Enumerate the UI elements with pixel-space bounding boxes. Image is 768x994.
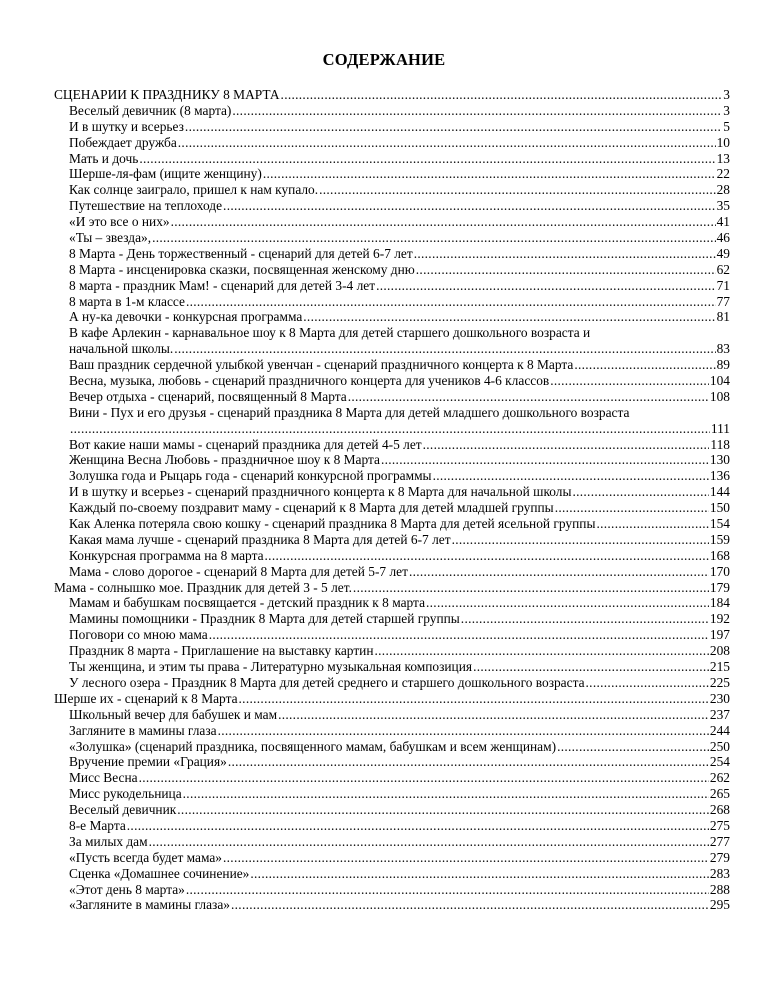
toc-entry-page: 170 bbox=[709, 563, 730, 579]
toc-entry[interactable] bbox=[54, 262, 730, 278]
dot-leader bbox=[409, 564, 709, 580]
toc-entry[interactable] bbox=[54, 707, 730, 723]
toc-entry[interactable] bbox=[54, 278, 730, 294]
toc-entry[interactable] bbox=[54, 548, 730, 564]
toc-entry-page: 35 bbox=[716, 198, 730, 214]
toc-entry-title: Ваш праздник сердечной улыбкой увенчан - сценарий праздничного концерта к 8 Марта bbox=[69, 357, 574, 373]
dot-leader bbox=[178, 135, 716, 151]
toc-entry[interactable] bbox=[54, 580, 730, 596]
dot-leader bbox=[461, 611, 709, 627]
dot-leader bbox=[473, 659, 709, 675]
toc-entry-page: 197 bbox=[709, 627, 730, 643]
dot-leader bbox=[177, 802, 709, 818]
toc-entry-title: Мама - солнышко мое. Праздник для детей 3 - 5 лет. bbox=[54, 579, 352, 595]
toc-entry-page: 77 bbox=[716, 293, 730, 309]
toc-entry-title: «И это все о них» bbox=[69, 214, 170, 230]
dot-leader bbox=[596, 516, 708, 532]
toc-entry[interactable] bbox=[54, 421, 730, 437]
toc-entry-title: 8 марта - праздник Мам! - сценарий для детей 3-4 лет bbox=[69, 277, 376, 293]
toc-entry-page: 237 bbox=[709, 706, 730, 722]
toc-entry-page: 118 bbox=[710, 436, 730, 452]
dot-leader bbox=[263, 166, 716, 182]
toc-entry-page: 225 bbox=[709, 674, 730, 690]
toc-entry-title: Вини - Пух и его друзья - сценарий праздника 8 Марта для детей младшего дошкольного возраста bbox=[69, 404, 630, 420]
dot-leader bbox=[586, 675, 709, 691]
toc-entry[interactable] bbox=[54, 643, 730, 659]
toc-entry-title: Вручение премии «Грация» bbox=[69, 754, 227, 770]
toc-entry-page: 5 bbox=[723, 118, 730, 134]
toc-entry-title: Шерше-ля-фам (ищите женщину) bbox=[69, 166, 262, 182]
toc-entry[interactable] bbox=[54, 214, 730, 230]
table-of-contents bbox=[54, 87, 730, 913]
dot-leader bbox=[375, 643, 709, 659]
toc-entry-page: 28 bbox=[716, 182, 730, 198]
toc-entry-page: 254 bbox=[709, 754, 730, 770]
toc-entry[interactable] bbox=[54, 596, 730, 612]
dot-leader bbox=[416, 262, 716, 278]
toc-entry-page: 3 bbox=[723, 86, 730, 102]
toc-entry[interactable] bbox=[54, 373, 730, 389]
toc-entry[interactable] bbox=[54, 103, 730, 119]
dot-leader bbox=[250, 866, 709, 882]
dot-leader bbox=[550, 373, 709, 389]
toc-entry-page: 230 bbox=[709, 690, 730, 706]
dot-leader bbox=[185, 119, 722, 135]
toc-entry-page: 277 bbox=[709, 833, 730, 849]
dot-leader bbox=[232, 103, 722, 119]
toc-entry[interactable] bbox=[54, 500, 730, 516]
toc-entry-page: 275 bbox=[709, 817, 730, 833]
toc-entry[interactable] bbox=[54, 405, 730, 421]
toc-entry-title: «Загляните в мамины глаза» bbox=[69, 897, 230, 913]
toc-entry-title: И в шутку и всерьез - сценарий праздничного концерта к 8 Марта для начальной школы bbox=[69, 484, 572, 500]
toc-entry-page: 154 bbox=[709, 516, 730, 532]
dot-leader bbox=[223, 198, 716, 214]
dot-leader bbox=[139, 151, 715, 167]
dot-leader bbox=[353, 580, 709, 596]
toc-entry-title: Веселый девичник (8 марта) bbox=[69, 102, 232, 118]
toc-entry[interactable] bbox=[54, 294, 730, 310]
toc-entry-title: Мать и дочь bbox=[69, 150, 139, 166]
toc-entry-title: Побеждает дружба bbox=[69, 134, 177, 150]
toc-entry[interactable] bbox=[54, 834, 730, 850]
toc-entry[interactable] bbox=[54, 739, 730, 755]
dot-leader bbox=[426, 595, 709, 611]
toc-entry-page: 179 bbox=[709, 579, 730, 595]
toc-entry-page: 215 bbox=[709, 659, 730, 675]
toc-entry-title: Золушка года и Рыцарь года - сценарий конкурсной программы bbox=[69, 468, 432, 484]
toc-entry-title: Как Аленка потеряла свою кошку - сценарий праздника 8 Марта для детей ясельной группы bbox=[69, 516, 596, 532]
dot-leader bbox=[414, 246, 716, 262]
dot-leader bbox=[209, 627, 709, 643]
toc-entry[interactable] bbox=[54, 675, 730, 691]
toc-entry[interactable] bbox=[54, 151, 730, 167]
toc-entry-page: 130 bbox=[709, 452, 730, 468]
dot-leader bbox=[303, 309, 715, 325]
toc-entry-page: 288 bbox=[709, 881, 730, 897]
dot-leader bbox=[228, 754, 709, 770]
toc-entry[interactable] bbox=[54, 770, 730, 786]
toc-entry-page: 168 bbox=[709, 547, 730, 563]
toc-entry[interactable] bbox=[54, 230, 730, 246]
dot-leader bbox=[127, 818, 709, 834]
dot-leader bbox=[381, 452, 709, 468]
toc-entry[interactable] bbox=[54, 468, 730, 484]
toc-entry[interactable] bbox=[54, 246, 730, 262]
toc-entry-title: Мама - слово дорогое - сценарий 8 Марта для детей 5-7 лет bbox=[69, 563, 408, 579]
toc-entry[interactable] bbox=[54, 802, 730, 818]
dot-leader bbox=[319, 182, 716, 198]
toc-entry-title: Вечер отдыха - сценарий, посвященный 8 Марта bbox=[69, 388, 347, 404]
toc-entry-title: В кафе Арлекин - карнавальное шоу к 8 Марта для детей старшего дошкольного возраста и bbox=[69, 325, 591, 341]
toc-entry[interactable] bbox=[54, 437, 730, 453]
toc-entry[interactable] bbox=[54, 866, 730, 882]
toc-entry-title: Мисс рукодельница bbox=[69, 786, 182, 802]
dot-leader bbox=[183, 786, 709, 802]
toc-entry-page: 208 bbox=[709, 643, 730, 659]
toc-entry-page: 283 bbox=[709, 865, 730, 881]
toc-entry-title: Загляните в мамины глаза bbox=[69, 722, 217, 738]
toc-entry[interactable] bbox=[54, 611, 730, 627]
toc-entry-title: Мамины помощники - Праздник 8 Марта для детей старшей группы bbox=[69, 611, 460, 627]
toc-entry-page: 265 bbox=[709, 786, 730, 802]
toc-entry-page: 104 bbox=[709, 373, 730, 389]
toc-entry-title: Праздник 8 марта - Приглашение на выставку картин bbox=[69, 643, 374, 659]
toc-entry-page: 159 bbox=[709, 531, 730, 547]
toc-entry-page: 244 bbox=[709, 722, 730, 738]
toc-entry-page: 89 bbox=[716, 357, 730, 373]
toc-entry-title: Какая мама лучше - сценарий праздника 8 Марта для детей 6-7 лет bbox=[69, 531, 451, 547]
dot-leader bbox=[452, 532, 709, 548]
dot-leader bbox=[423, 437, 710, 453]
toc-entry[interactable] bbox=[54, 723, 730, 739]
toc-entry[interactable] bbox=[54, 897, 730, 913]
toc-entry-title: 8 марта в 1-м классе bbox=[69, 293, 185, 309]
toc-entry-title: Вот какие наши мамы - сценарий праздника для детей 4-5 лет bbox=[69, 436, 422, 452]
toc-entry-title: «Пусть всегда будет мама» bbox=[69, 849, 222, 865]
toc-entry-page: 81 bbox=[716, 309, 730, 325]
toc-entry-page: 250 bbox=[709, 738, 730, 754]
toc-entry-page: 3 bbox=[723, 102, 730, 118]
toc-entry-title: «Этот день 8 марта» bbox=[69, 881, 185, 897]
dot-leader bbox=[218, 723, 709, 739]
toc-entry-title: Каждый по-своему поздравит маму - сценарий к 8 Марта для детей младшей группы bbox=[69, 500, 554, 516]
toc-entry-title: За милых дам bbox=[69, 833, 148, 849]
page-title: СОДЕРЖАНИЕ bbox=[322, 50, 446, 69]
dot-leader bbox=[376, 278, 716, 294]
toc-entry-title: 8 Марта - инсценировка сказки, посвященная женскому дню bbox=[69, 261, 415, 277]
dot-leader bbox=[281, 87, 723, 103]
dot-leader bbox=[239, 691, 709, 707]
toc-entry-page: 192 bbox=[709, 611, 730, 627]
toc-entry[interactable] bbox=[54, 135, 730, 151]
toc-entry-page: 279 bbox=[709, 849, 730, 865]
toc-entry-page: 262 bbox=[709, 770, 730, 786]
toc-entry[interactable] bbox=[54, 341, 730, 357]
toc-entry[interactable] bbox=[54, 166, 730, 182]
toc-entry[interactable] bbox=[54, 198, 730, 214]
toc-entry[interactable] bbox=[54, 627, 730, 643]
toc-entry[interactable] bbox=[54, 516, 730, 532]
toc-entry-title: «Ты – звезда», bbox=[69, 230, 152, 245]
toc-entry-page: 13 bbox=[716, 150, 730, 166]
dot-leader bbox=[223, 850, 709, 866]
dot-leader bbox=[574, 357, 715, 373]
dot-leader bbox=[555, 500, 709, 516]
toc-entry-title: И в шутку и всерьез bbox=[69, 118, 184, 134]
toc-entry-title: А ну-ка девочки - конкурсная программа bbox=[69, 309, 303, 325]
toc-entry[interactable] bbox=[54, 754, 730, 770]
toc-entry-title: Веселый девичник bbox=[69, 802, 177, 818]
toc-entry[interactable] bbox=[54, 87, 730, 103]
toc-entry-page: 46 bbox=[716, 230, 730, 245]
toc-entry-page: 111 bbox=[710, 420, 730, 436]
toc-entry[interactable] bbox=[54, 119, 730, 135]
toc-entry[interactable] bbox=[54, 564, 730, 580]
dot-leader bbox=[152, 230, 716, 246]
toc-entry-title: Весна, музыка, любовь - сценарий праздничного концерта для учеников 4-6 классов bbox=[69, 373, 550, 389]
toc-entry-title: Как солнце заиграло, пришел к нам купало. bbox=[69, 182, 319, 198]
toc-entry-title: Конкурсная программа на 8 марта bbox=[69, 547, 264, 563]
toc-entry[interactable] bbox=[54, 452, 730, 468]
toc-entry-page: 83 bbox=[716, 341, 730, 357]
toc-entry-title: Женщина Весна Любовь - праздничное шоу к 8 Марта bbox=[69, 452, 380, 468]
toc-entry-title: Ты женщина, и этим ты права - Литературно музыкальная композиция bbox=[69, 659, 473, 675]
dot-leader bbox=[171, 214, 716, 230]
toc-entry-title: «Золушка» (сценарий праздника, посвященного мамам, бабушкам и всем женщинам) bbox=[69, 738, 557, 754]
dot-leader bbox=[70, 421, 710, 437]
toc-entry[interactable] bbox=[54, 325, 730, 341]
toc-entry[interactable] bbox=[54, 532, 730, 548]
toc-entry-title: Мисс Весна bbox=[69, 770, 138, 786]
toc-entry-title: 8 Марта - День торжественный - сценарий для детей 6-7 лет bbox=[69, 245, 413, 261]
toc-entry-title: Путешествие на теплоходе bbox=[69, 198, 223, 214]
toc-entry-title: Поговори со мною мама bbox=[69, 627, 208, 643]
dot-leader bbox=[174, 341, 715, 357]
toc-entry[interactable] bbox=[54, 484, 730, 500]
dot-leader bbox=[557, 739, 709, 755]
toc-entry[interactable] bbox=[54, 357, 730, 373]
toc-entry-page: 41 bbox=[716, 214, 730, 230]
toc-entry-page: 184 bbox=[709, 595, 730, 611]
dot-leader bbox=[186, 294, 716, 310]
toc-entry[interactable] bbox=[54, 309, 730, 325]
toc-entry-page: 62 bbox=[716, 261, 730, 277]
toc-entry[interactable] bbox=[54, 659, 730, 675]
toc-entry-page: 150 bbox=[709, 500, 730, 516]
toc-entry-page: 295 bbox=[709, 897, 730, 913]
toc-entry[interactable] bbox=[54, 691, 730, 707]
toc-entry-page: 22 bbox=[716, 166, 730, 182]
toc-entry-title: Сценка «Домашнее сочинение» bbox=[69, 865, 250, 881]
toc-entry[interactable] bbox=[54, 882, 730, 898]
toc-entry-title: У лесного озера - Праздник 8 Марта для детей среднего и старшего дошкольного возраста bbox=[69, 674, 585, 690]
dot-leader bbox=[348, 389, 709, 405]
dot-leader bbox=[149, 834, 709, 850]
toc-entry-title: СЦЕНАРИИ К ПРАЗДНИКУ 8 МАРТА bbox=[54, 86, 280, 102]
toc-entry[interactable] bbox=[54, 850, 730, 866]
toc-entry-page: 144 bbox=[709, 484, 730, 500]
toc-entry[interactable] bbox=[54, 786, 730, 802]
dot-leader bbox=[186, 882, 709, 898]
dot-leader bbox=[231, 897, 709, 913]
toc-entry-title: 8-е Марта bbox=[69, 817, 126, 833]
toc-entry-title: Шерше их - сценарий к 8 Марта bbox=[54, 690, 238, 706]
toc-entry-page: 10 bbox=[716, 134, 730, 150]
toc-entry-page: 268 bbox=[709, 802, 730, 818]
dot-leader bbox=[265, 548, 709, 564]
toc-entry[interactable] bbox=[54, 389, 730, 405]
toc-entry-page: 71 bbox=[716, 277, 730, 293]
toc-entry-title: Мамам и бабушкам посвящается - детский праздник к 8 марта bbox=[69, 595, 426, 611]
toc-entry[interactable] bbox=[54, 182, 730, 198]
toc-entry-page: 108 bbox=[709, 388, 730, 404]
dot-leader bbox=[139, 770, 709, 786]
toc-entry-page: 136 bbox=[709, 468, 730, 484]
toc-entry[interactable] bbox=[54, 818, 730, 834]
toc-entry-title: начальной школы. bbox=[69, 341, 174, 357]
toc-entry-page: 49 bbox=[716, 245, 730, 261]
dot-leader bbox=[572, 484, 708, 500]
dot-leader bbox=[278, 707, 709, 723]
toc-entry-title: Школьный вечер для бабушек и мам bbox=[69, 706, 278, 722]
dot-leader bbox=[433, 468, 709, 484]
